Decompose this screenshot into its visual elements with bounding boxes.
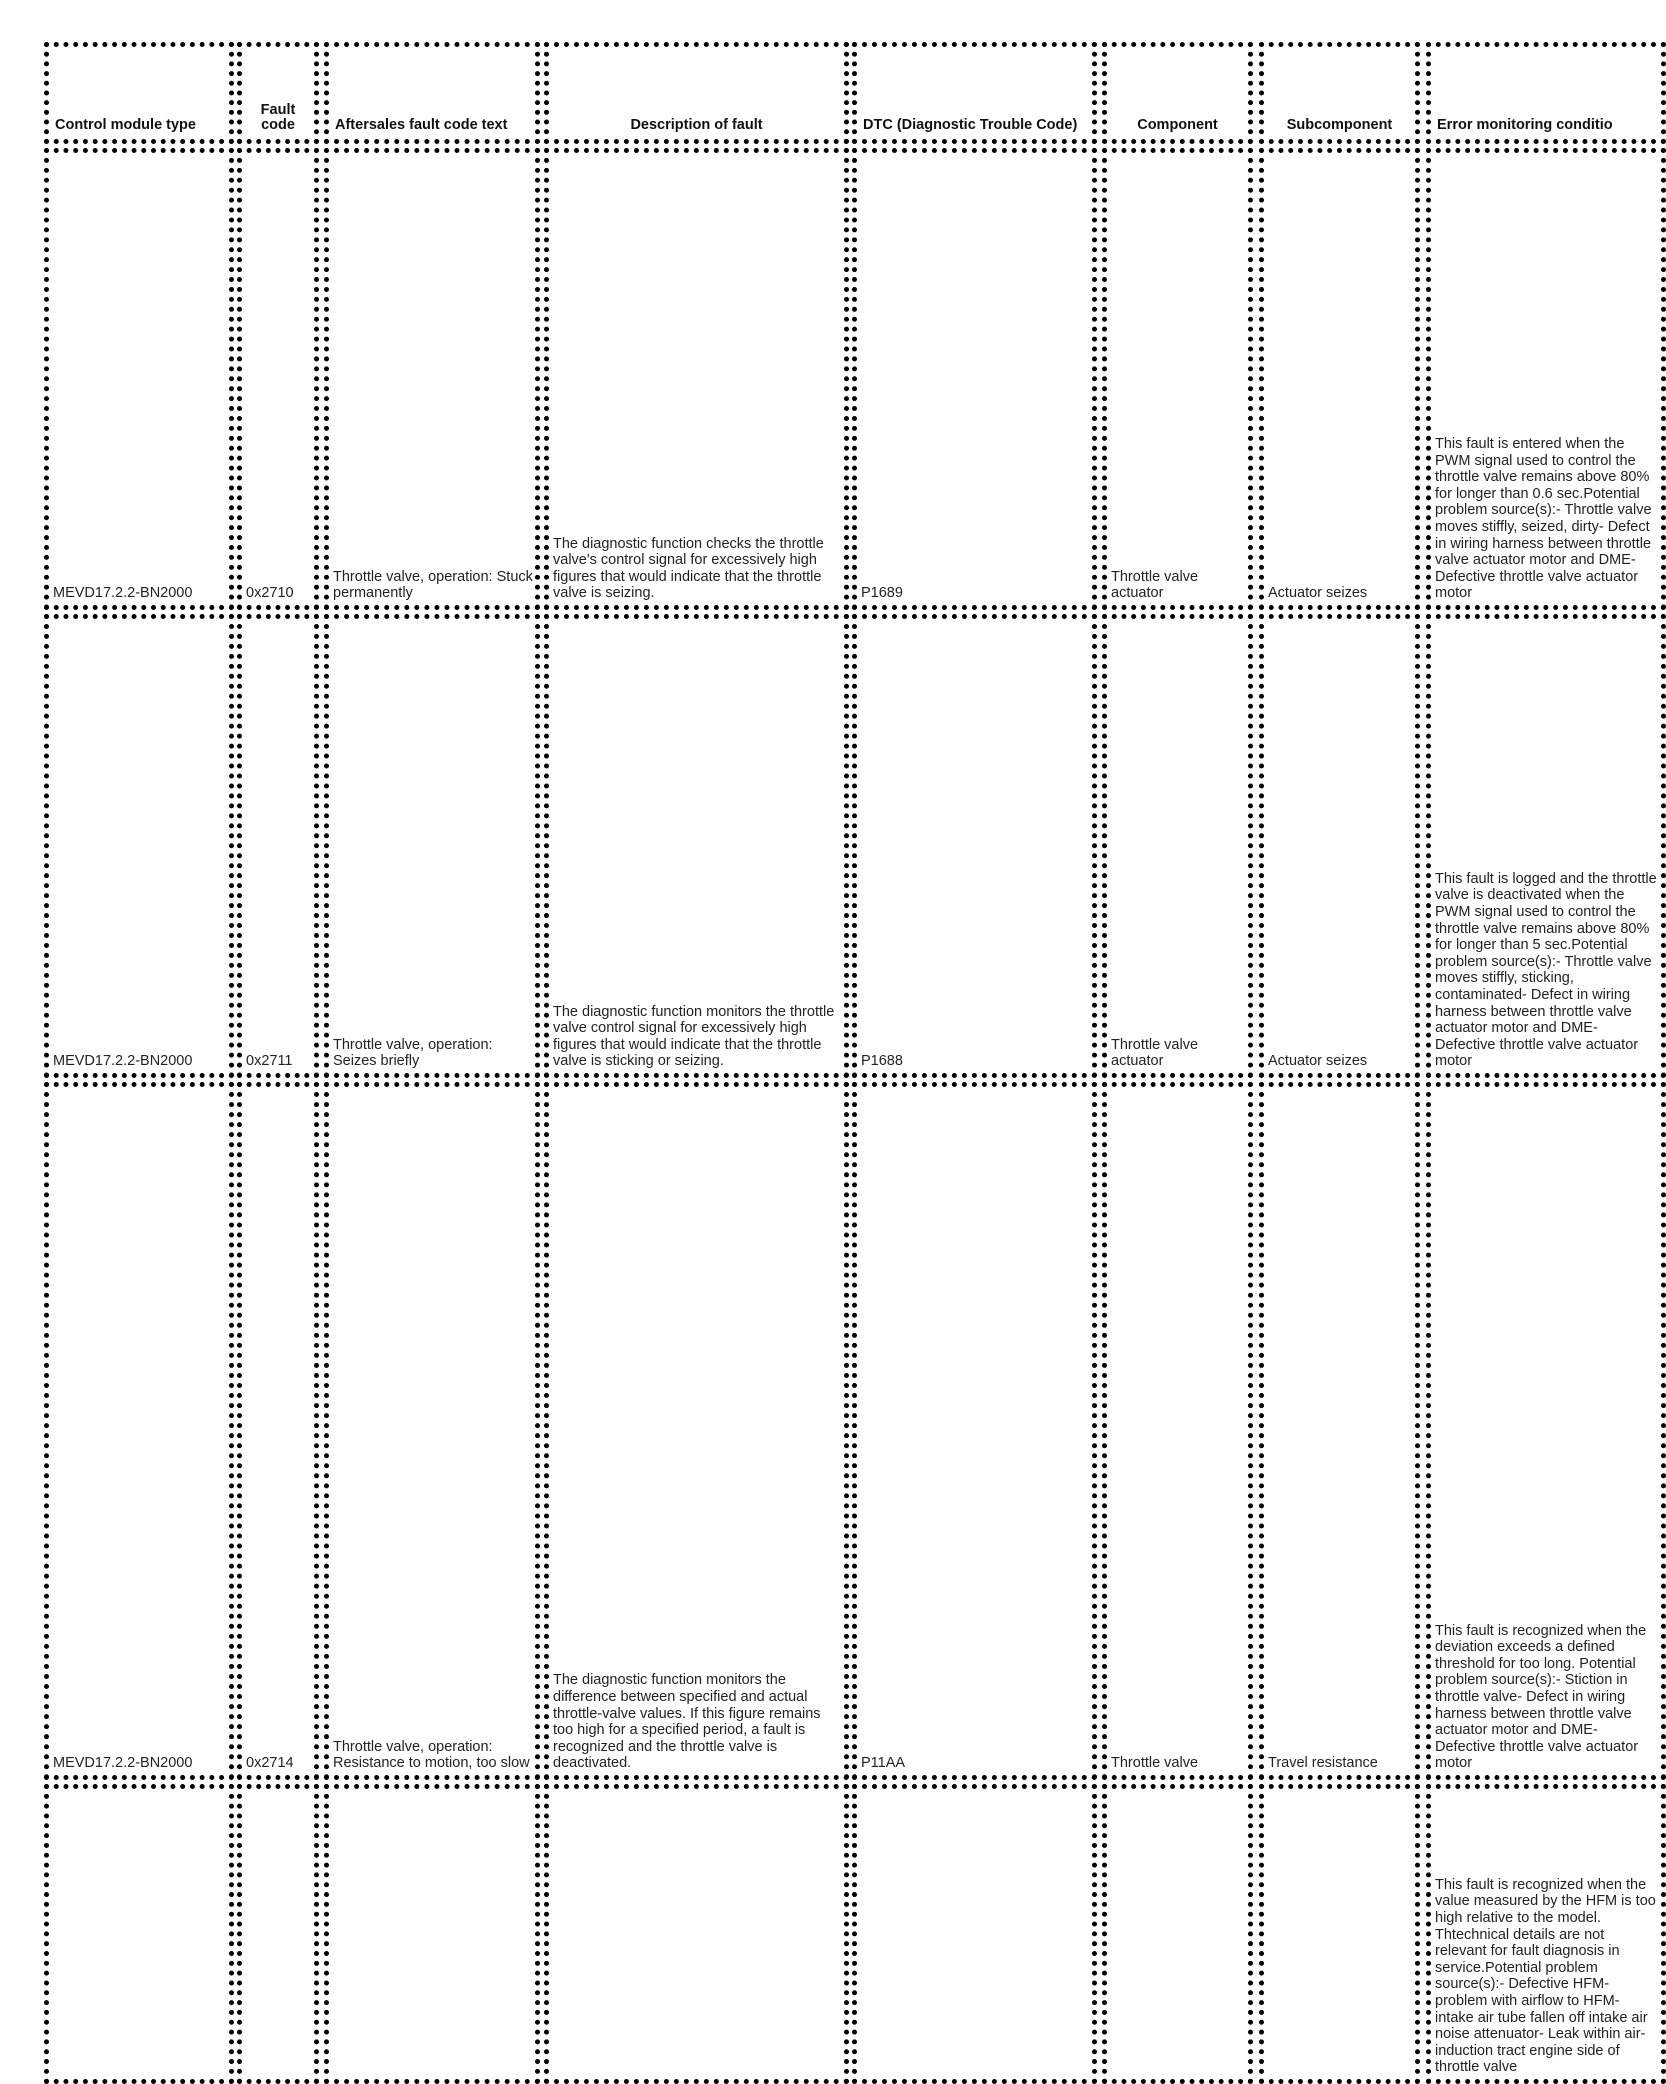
row-3-component-cell — [1102, 1082, 1253, 1780]
header-fault-code-cell — [237, 42, 319, 144]
row-2-dtc-cell — [852, 614, 1097, 1078]
row-3-control-module-type: MEVD17.2.2-BN2000 — [53, 1755, 193, 1772]
row-1-subcomponent-cell — [1259, 148, 1420, 610]
row-1-fault-code-cell — [237, 148, 319, 610]
row-4-aftersales-text-cell — [324, 1784, 540, 2084]
row-1-monitoring-conditions: This fault is entered when the PWM signal used to control the throttle valve remains above 80% for longer than 0.6 sec.Potential problem source(s):- Throttle valve moves stiffly, seized, dirty- Defect in wiring harness between throttle valve actuator motor and DME- Defective throttle valve actuator motor — [1435, 436, 1652, 602]
row-3-aftersales-text-cell — [324, 1082, 540, 1780]
row-4-subcomponent — [1264, 2076, 1270, 2079]
row-4-dtc-cell — [852, 1784, 1097, 2084]
row-2-component: Throttle valve actuator — [1111, 1036, 1199, 1070]
header-component-cell — [1102, 42, 1253, 144]
header-fault-description-cell — [544, 42, 849, 144]
row-4-fault-description-cell — [544, 1784, 849, 2084]
row-3-fault-code-cell — [237, 1082, 319, 1780]
row-2-fault-code: 0x2711 — [246, 1053, 293, 1070]
row-4-monitoring-conditions-cell — [1426, 1784, 1666, 2084]
header-dtc: DTC (Diagnostic Trouble Code) — [863, 117, 1078, 133]
row-4-dtc — [857, 2076, 863, 2079]
row-1-fault-code: 0x2710 — [246, 585, 294, 602]
row-2-control-module-type-cell — [44, 614, 234, 1078]
row-3-dtc-cell — [852, 1082, 1097, 1780]
row-2-subcomponent-cell — [1259, 614, 1420, 1078]
header-fault-code: Fault code — [260, 102, 296, 133]
row-1-aftersales-text: Throttle valve, operation: Stuck permanently — [333, 568, 533, 602]
row-2-component-cell — [1102, 614, 1253, 1078]
row-3-monitoring-conditions-cell — [1426, 1082, 1666, 1780]
header-monitoring-conditions: Error monitoring conditio — [1437, 117, 1613, 133]
row-3-fault-code: 0x2714 — [246, 1755, 294, 1772]
row-1-component-cell — [1102, 148, 1253, 610]
row-3-dtc: P11AA — [861, 1755, 906, 1772]
header-fault-description: Description of fault — [630, 117, 763, 133]
row-4-component — [1107, 2076, 1113, 2079]
row-3-aftersales-text: Throttle valve, operation: Resistance to motion, too slow — [333, 1738, 530, 1772]
header-monitoring-conditions-cell — [1426, 42, 1666, 144]
row-1-fault-description: The diagnostic function checks the throttle valve's control signal for excessively high figures that would indicate that the throttle valve is seizing. — [553, 535, 824, 602]
header-control-module-type: Control module type — [55, 117, 196, 133]
row-3-subcomponent-cell — [1259, 1082, 1420, 1780]
row-1-component: Throttle valve actuator — [1111, 568, 1199, 602]
row-3-subcomponent: Travel resistance — [1268, 1755, 1378, 1772]
row-4-control-module-type-cell — [44, 1784, 234, 2084]
row-2-monitoring-conditions-cell — [1426, 614, 1666, 1078]
row-4-control-module-type — [49, 2076, 55, 2079]
row-3-fault-description-cell — [544, 1082, 849, 1780]
row-3-fault-description: The diagnostic function monitors the difference between specified and actual throttle-valve values. If this figure remains too high for a specified period, a fault is recognized and the throttle valve is deactivated. — [553, 1672, 821, 1772]
row-3-component: Throttle valve — [1111, 1755, 1199, 1772]
header-subcomponent: Subcomponent — [1286, 117, 1393, 133]
row-4-monitoring-conditions: This fault is recognized when the value measured by the HFM is too high relative to the model. Thtechnical details are not relevant for fault diagnosis in service.Potential problem source(s):- Defective HFM- problem with airflow to HFM- intake air tube fallen off intake air noise attenuator- Leak within air-induction tract engine side of throttle valve — [1435, 1876, 1656, 2076]
row-1-dtc-cell — [852, 148, 1097, 610]
header-aftersales-text: Aftersales fault code text — [335, 117, 508, 133]
header-component: Component — [1137, 117, 1218, 133]
row-3-monitoring-conditions: This fault is recognized when the deviation exceeds a defined threshold for too long. Potential problem source(s):- Stiction in throttle valve- Defect in wiring harness between throttle valve actuator motor and DME- Defective throttle valve actuator motor — [1435, 1622, 1647, 1772]
row-1-aftersales-text-cell — [324, 148, 540, 610]
row-4-subcomponent-cell — [1259, 1784, 1420, 2084]
row-2-dtc: P1688 — [861, 1053, 903, 1070]
row-1-dtc: P1689 — [861, 585, 903, 602]
header-dtc-cell — [852, 42, 1097, 144]
row-4-fault-code-cell — [237, 1784, 319, 2084]
row-2-fault-description-cell — [544, 614, 849, 1078]
row-1-control-module-type-cell — [44, 148, 234, 610]
row-2-monitoring-conditions: This fault is logged and the throttle valve is deactivated when the PWM signal used to control the throttle valve remains above 80% for longer than 5 sec.Potential problem source(s):- Throttle valve moves stiffly, sticking, contaminated- Defect in wiring harness between throttle valve actuator motor and DME- Defective throttle valve actuator motor — [1435, 870, 1657, 1070]
row-2-fault-code-cell — [237, 614, 319, 1078]
row-2-control-module-type: MEVD17.2.2-BN2000 — [53, 1053, 193, 1070]
row-4-fault-code — [242, 2076, 248, 2079]
row-2-fault-description: The diagnostic function monitors the throttle valve control signal for excessively high figures that would indicate that the throttle valve is sticking or seizing. — [553, 1003, 835, 1070]
row-1-subcomponent: Actuator seizes — [1268, 585, 1368, 602]
row-2-aftersales-text: Throttle valve, operation: Seizes briefly — [333, 1036, 493, 1070]
header-subcomponent-cell — [1259, 42, 1420, 144]
row-4-aftersales-text — [329, 2076, 335, 2079]
row-4-component-cell — [1102, 1784, 1253, 2084]
header-control-module-type-cell — [44, 42, 234, 144]
row-3-control-module-type-cell — [44, 1082, 234, 1780]
row-2-subcomponent: Actuator seizes — [1268, 1053, 1368, 1070]
header-aftersales-text-cell — [324, 42, 540, 144]
row-4-fault-description — [549, 2076, 555, 2079]
row-1-control-module-type: MEVD17.2.2-BN2000 — [53, 585, 193, 602]
row-2-aftersales-text-cell — [324, 614, 540, 1078]
row-1-monitoring-conditions-cell — [1426, 148, 1666, 610]
row-1-fault-description-cell — [544, 148, 849, 610]
